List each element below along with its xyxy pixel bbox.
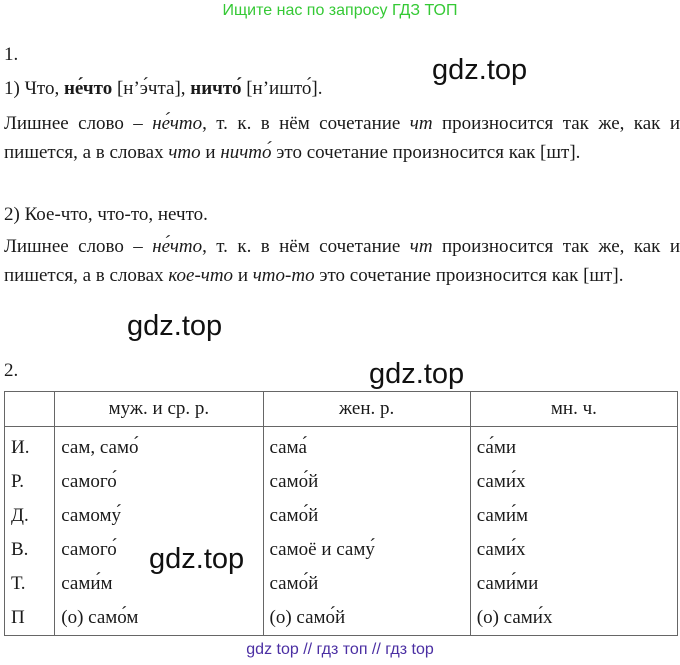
watermark-logo: gdz.top bbox=[149, 543, 245, 575]
table-row bbox=[5, 499, 678, 533]
table-header-cell: муж. и ср. р. bbox=[55, 392, 263, 427]
watermark-logo: gdz.top bbox=[127, 310, 223, 342]
table-cell: само́й bbox=[263, 567, 470, 601]
case-label: Д. bbox=[5, 499, 55, 533]
case-label: Т. bbox=[5, 567, 55, 601]
table-cell: самому́ bbox=[55, 499, 263, 533]
table-cell: (о) само́м bbox=[55, 601, 263, 636]
table-cell: сами́м bbox=[470, 499, 677, 533]
table-header-cell: жен. р. bbox=[263, 392, 470, 427]
declension-table bbox=[4, 391, 678, 636]
table-cell: сами́х bbox=[470, 533, 677, 567]
case-label: П bbox=[5, 601, 55, 636]
task1-line2: 2) Кое-что, что-то, нечто. bbox=[4, 204, 208, 225]
case-label: В. bbox=[5, 533, 55, 567]
table-cell: сами́ми bbox=[470, 567, 677, 601]
table-row bbox=[5, 427, 678, 466]
table-cell: сами́х bbox=[470, 465, 677, 499]
table-cell: (о) само́й bbox=[263, 601, 470, 636]
watermark-logo: gdz.top bbox=[369, 358, 465, 390]
table-row bbox=[5, 465, 678, 499]
table-cell: сама́ bbox=[263, 427, 470, 466]
task1-number: 1. bbox=[4, 44, 19, 65]
case-label: Р. bbox=[5, 465, 55, 499]
table-cell: само́й bbox=[263, 465, 470, 499]
table-cell: само́й bbox=[263, 499, 470, 533]
table-cell: самого́ bbox=[55, 533, 263, 567]
table-row bbox=[5, 533, 678, 567]
case-label: И. bbox=[5, 427, 55, 466]
table-cell: (о) сами́х bbox=[470, 601, 677, 636]
table-header-row bbox=[5, 392, 678, 427]
table-header-cell bbox=[5, 392, 55, 427]
table-header-cell: мн. ч. bbox=[470, 392, 677, 427]
task1-explanation-1: Лишнее слово – не́что, т. к. в нём сочетание чт произносится так же, как и пишется, а в словах что и ничто́ это сочетание произносится как [шт]. bbox=[4, 113, 680, 163]
table-row bbox=[5, 567, 678, 601]
task1-line1: 1) Что, не́что [н’э́чта], ничто́ [н’ишто́]. bbox=[4, 78, 323, 99]
table-cell: са́ми bbox=[470, 427, 677, 466]
table-cell: самоё и саму́ bbox=[263, 533, 470, 567]
task2-number: 2. bbox=[4, 360, 19, 381]
table-cell: сами́м bbox=[55, 567, 263, 601]
watermark-logo: gdz.top bbox=[432, 54, 528, 86]
search-banner[interactable]: Ищите нас по запросу ГДЗ ТОП bbox=[222, 2, 458, 19]
table-cell: самого́ bbox=[55, 465, 263, 499]
table-cell: сам, само́ bbox=[55, 427, 263, 466]
table-row bbox=[5, 601, 678, 636]
footer-links[interactable]: gdz top // гдз топ // гдз top bbox=[246, 641, 434, 658]
task1-explanation-2: Лишнее слово – не́что, т. к. в нём сочетание чт произносится так же, как и пишется, а в словах кое-что и что-то это сочетание произносится как [шт]. bbox=[4, 236, 680, 286]
